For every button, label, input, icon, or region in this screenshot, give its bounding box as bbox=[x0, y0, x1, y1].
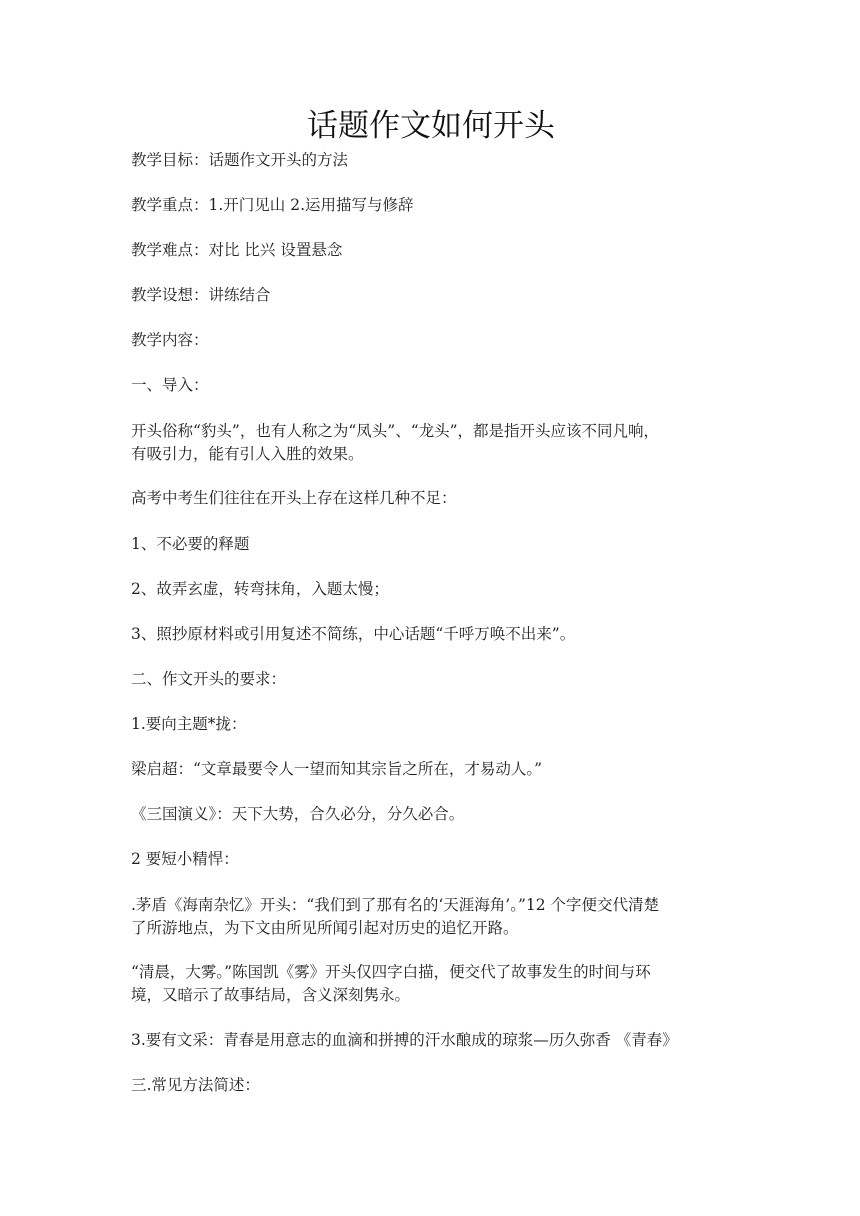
quote-three-kingdoms bbox=[131, 803, 731, 826]
paragraph-line: .茅盾《海南杂忆》开头：“我们到了那有名的‘天涯海角’。”12 个字便交代清楚 bbox=[131, 896, 660, 914]
paragraph-teaching-content bbox=[131, 329, 731, 352]
quote-liang-qichao bbox=[131, 758, 731, 781]
section-heading-intro bbox=[131, 374, 731, 397]
paragraph-line: 2、故弄玄虚，转弯抹角，入题太慢； bbox=[131, 580, 389, 598]
paragraph-line: 3.要有文采：青春是用意志的血滴和拼搏的汗水酿成的琼浆—历久弥香 《青春》 bbox=[131, 1031, 678, 1049]
paragraph-teaching-plan bbox=[131, 284, 731, 307]
document-title: 话题作文如何开头 bbox=[307, 108, 555, 144]
paragraph-line: 一、导入： bbox=[131, 376, 209, 394]
list-item-problem-2 bbox=[131, 578, 731, 601]
paragraph-teaching-difficulty bbox=[131, 239, 731, 262]
requirement-2 bbox=[131, 848, 731, 871]
paragraph-exam-problems bbox=[131, 487, 731, 510]
paragraph-line: 境，又暗示了故事结局，含义深刻隽永。 bbox=[131, 986, 411, 1004]
paragraph-line: 3、照抄原材料或引用复述不简练，中心话题“千呼万唤不出来”。 bbox=[131, 625, 576, 643]
paragraph-line: 教学难点：对比 比兴 设置悬念 bbox=[131, 241, 343, 259]
requirement-1 bbox=[131, 713, 731, 736]
paragraph-line: 教学重点：1.开门见山 2.运用描写与修辞 bbox=[131, 196, 414, 214]
list-item-problem-1 bbox=[131, 533, 731, 556]
paragraph-line: 二、作文开头的要求： bbox=[131, 670, 287, 688]
paragraph-line: 2 要短小精悍： bbox=[131, 850, 239, 868]
paragraph-line: 1.要向主题*拢： bbox=[131, 715, 247, 733]
paragraph-line: 教学目标：话题作文开头的方法 bbox=[131, 151, 349, 169]
paragraph-teaching-goal bbox=[131, 149, 731, 172]
paragraph-line: 1、不必要的释题 bbox=[131, 535, 250, 553]
requirement-3 bbox=[131, 1029, 731, 1052]
section-heading-methods bbox=[131, 1074, 731, 1097]
example-mao-dun bbox=[131, 894, 731, 940]
paragraph-line: 梁启超：“文章最要令人一望而知其宗旨之所在，才易动人。” bbox=[131, 760, 543, 778]
paragraph-line: 《三国演义》：天下大势，合久必分，分久必合。 bbox=[131, 805, 465, 823]
paragraph-line: 有吸引力，能有引人入胜的效果。 bbox=[131, 445, 364, 463]
section-heading-requirements bbox=[131, 668, 731, 691]
example-chen-guokai bbox=[131, 961, 731, 1007]
paragraph-line: 三.常见方法简述： bbox=[131, 1076, 260, 1094]
list-item-problem-3 bbox=[131, 623, 731, 646]
paragraph-line: 高考中考生们往往在开头上存在这样几种不足： bbox=[131, 489, 457, 507]
paragraph-teaching-focus bbox=[131, 194, 731, 217]
paragraph-line: 教学内容： bbox=[131, 331, 209, 349]
paragraph-line: 了所游地点，为下文由所见所闻引起对历史的追忆开路。 bbox=[131, 919, 519, 937]
paragraph-line: 教学设想：讲练结合 bbox=[131, 286, 271, 304]
paragraph-line: 开头俗称“豹头”，也有人称之为“凤头”、“龙头”，都是指开头应该不同凡响， bbox=[131, 422, 660, 440]
paragraph-line: “清晨，大雾。”陈国凯《雾》开头仅四字白描，便交代了故事发生的时间与环 bbox=[131, 963, 651, 981]
paragraph-intro-body bbox=[131, 420, 731, 466]
